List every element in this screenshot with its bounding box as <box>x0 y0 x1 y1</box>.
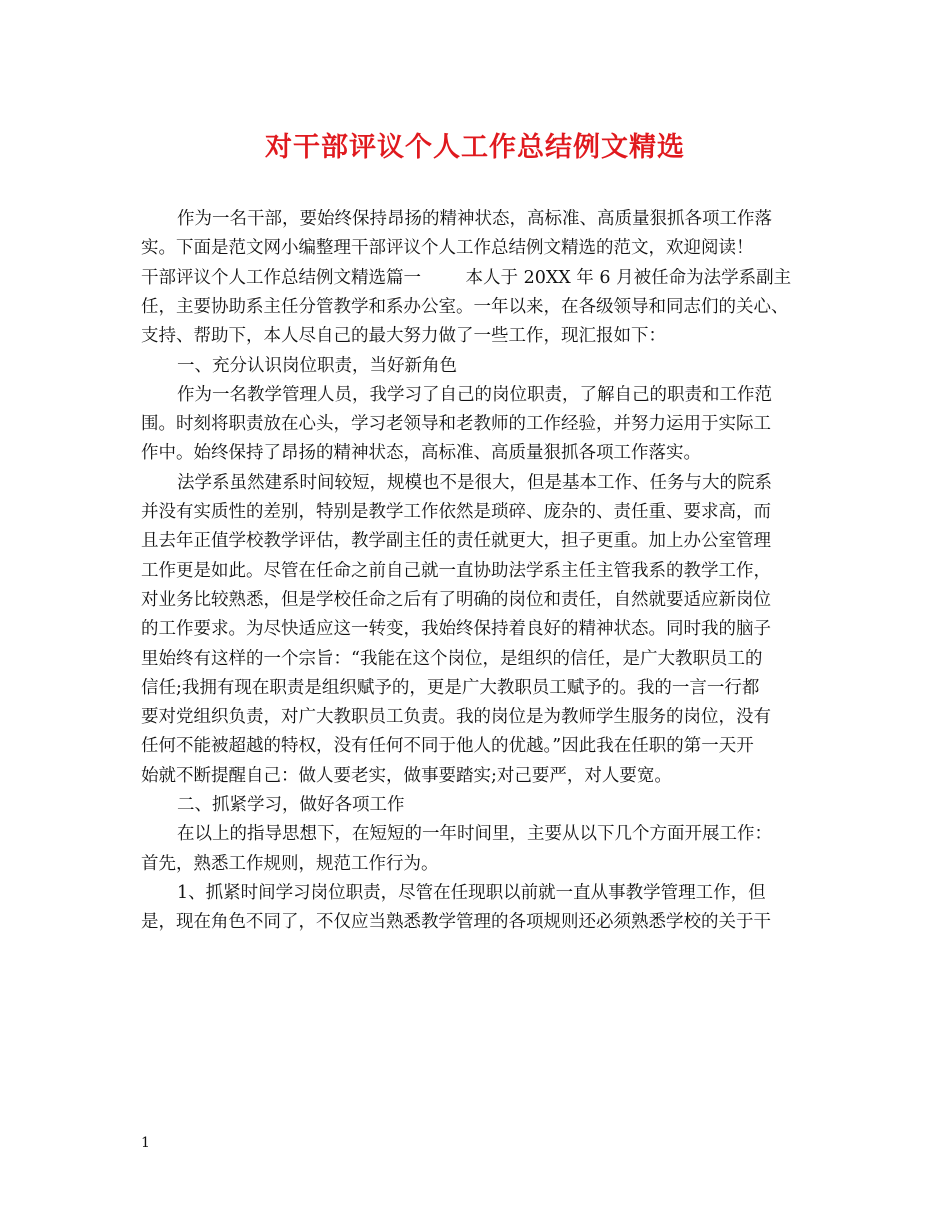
text-line: 是，现在角色不同了，不仅应当熟悉教学管理的各项规则还必须熟悉学校的关于干 <box>141 912 771 932</box>
page-title: 对干部评议个人工作总结例文精选 <box>265 132 685 163</box>
text-line: 工作更是如此。尽管在任命之前自己就一直协助法学系主任主管我系的教学工作， <box>141 561 771 581</box>
text-line: 始就不断提醒自己：做人要老实，做事要踏实;对己要严，对人要宽。 <box>141 766 672 786</box>
page-number: 1 <box>141 1135 150 1151</box>
text-line: 支持、帮助下，本人尽自己的最大努力做了一些工作，现汇报如下： <box>141 326 666 346</box>
text-line: 里始终有这样的一个宗旨：“我能在这个岗位，是组织的信任，是广大教职员工的 <box>141 649 763 669</box>
text-line: 的工作要求。为尽快适应这一转变，我始终保持着良好的精神状态。同时我的脑子 <box>141 619 771 639</box>
text-line: 在以上的指导思想下，在短短的一年时间里，主要从以下几个方面开展工作： <box>177 824 772 844</box>
text-line: 任，主要协助系主任分管教学和系办公室。一年以来，在各级领导和同志们的关心、 <box>141 297 789 317</box>
text-line: 任何不能被超越的特权，没有任何不同于他人的优越。”因此我在任职的第一天开 <box>141 736 754 756</box>
text-line: 作为一名干部，要始终保持昂扬的精神状态，高标准、高质量狠抓各项工作落 <box>177 209 772 229</box>
text-line: 干部评议个人工作总结例文精选篇一 本人于 20XX 年 6 月被任命为法学系副主 <box>141 268 792 288</box>
text-line: 信任;我拥有现在职责是组织赋予的，更是广大教职员工赋予的。我的一言一行都 <box>141 678 760 698</box>
text-line: 实。下面是范文网小编整理干部评议个人工作总结例文精选的范文，欢迎阅读！ <box>141 238 754 258</box>
text-line: 首先，熟悉工作规则，规范工作行为。 <box>141 854 439 874</box>
text-line: 作中。始终保持了昂扬的精神状态，高标准、高质量狠抓各项工作落实。 <box>141 443 701 463</box>
text-line: 法学系虽然建系时间较短，规模也不是很大，但是基本工作、任务与大的院系 <box>177 473 772 493</box>
text-line: 1、抓紧时间学习岗位职责，尽管在任现职以前就一直从事教学管理工作，但 <box>177 883 766 903</box>
text-line: 围。时刻将职责放在心头，学习老领导和老教师的工作经验，并努力运用于实际工 <box>141 414 771 434</box>
text-line: 二、抓紧学习，做好各项工作 <box>177 795 405 815</box>
text-line: 且去年正值学校教学评估，教学副主任的责任就更大，担子更重。加上办公室管理 <box>141 531 771 551</box>
text-line: 要对党组织负责，对广大教职员工负责。我的岗位是为教师学生服务的岗位，没有 <box>141 707 771 727</box>
text-line: 一、充分认识岗位职责，当好新角色 <box>177 356 457 376</box>
text-line: 作为一名教学管理人员，我学习了自己的岗位职责，了解自己的职责和工作范 <box>177 385 772 405</box>
text-line: 对业务比较熟悉，但是学校任命之后有了明确的岗位和责任，自然就要适应新岗位 <box>141 590 771 610</box>
text-line: 并没有实质性的差别，特别是教学工作依然是琐碎、庞杂的、责任重、要求高，而 <box>141 502 771 522</box>
